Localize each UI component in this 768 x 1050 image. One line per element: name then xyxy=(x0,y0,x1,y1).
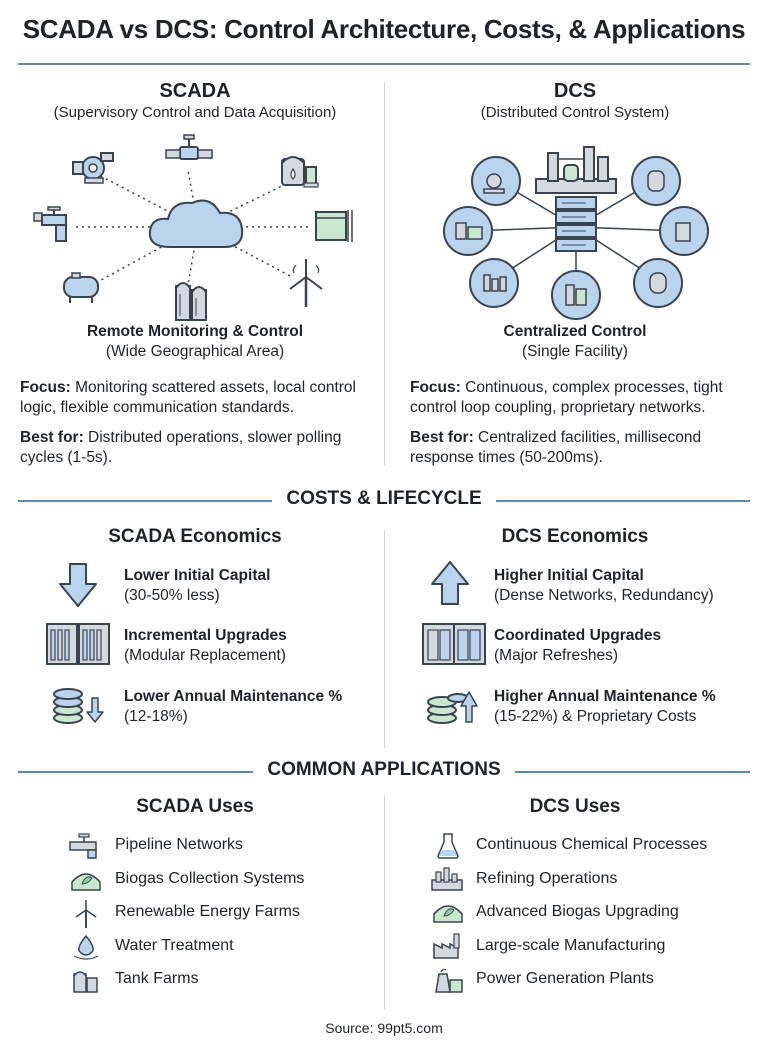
dcs-use-item: Advanced Biogas Upgrading xyxy=(476,903,679,920)
tank-icon xyxy=(72,968,100,992)
power-plant-icon xyxy=(432,966,464,992)
dcs-econ-item-2: Coordinated Upgrades (Major Refreshes) xyxy=(494,627,662,664)
silo-icon xyxy=(176,283,206,320)
arrow-up-icon xyxy=(430,560,470,606)
dcs-focus xyxy=(410,378,758,418)
storage-tank-icon xyxy=(282,157,318,187)
title-rule xyxy=(18,63,750,65)
column-divider-top xyxy=(384,82,385,466)
column-divider-applications xyxy=(384,795,385,1010)
dcs-econ-item-3: Higher Annual Maintenance % (15-22%) & Proprietary Costs xyxy=(494,688,716,725)
biogas-dome-icon xyxy=(70,868,102,892)
horizontal-tank-icon xyxy=(64,273,98,303)
scada-focus-label: Focus: xyxy=(20,379,71,396)
scada-caption-title: Remote Monitoring & Control xyxy=(86,323,304,340)
modular-rack-icon xyxy=(46,622,112,666)
cylinder-tank-icon xyxy=(316,210,352,242)
coin-stack-down-icon xyxy=(50,684,110,726)
scada-use-item: Renewable Energy Farms xyxy=(115,903,300,920)
refinery-icon xyxy=(536,147,616,193)
dcs-economics-heading: DCS Economics xyxy=(501,526,649,547)
scada-econ-item-1: Lower Initial Capital (30-50% less) xyxy=(124,567,271,604)
coin-stack-up-icon xyxy=(424,684,484,726)
factory-icon xyxy=(432,934,464,958)
dcs-use-item: Refining Operations xyxy=(476,870,618,887)
scada-use-item: Water Treatment xyxy=(115,937,234,954)
scada-best-for xyxy=(20,428,372,468)
costs-section-title: COSTS & LIFECYCLE xyxy=(272,488,495,509)
source-credit: Source: 99pt5.com xyxy=(325,1020,443,1036)
column-divider-costs xyxy=(384,530,385,748)
scada-best-text: Distributed operations, slower polling cycles (1-5s). xyxy=(20,429,342,466)
dcs-subheading: (Distributed Control System) xyxy=(480,104,670,121)
dcs-focus-label: Focus: xyxy=(410,379,461,396)
dcs-econ-item-1: Higher Initial Capital (Dense Networks, Redundancy) xyxy=(494,567,714,604)
dcs-use-item: Large-scale Manufacturing xyxy=(476,937,666,954)
dcs-caption-title: Centralized Control xyxy=(503,323,647,340)
applications-section-title: COMMON APPLICATIONS xyxy=(253,759,514,780)
dcs-uses-heading: DCS Uses xyxy=(529,796,621,817)
dcs-use-item: Continuous Chemical Processes xyxy=(476,836,708,853)
wind-turbine-icon xyxy=(72,900,100,928)
scada-caption-sub: (Wide Geographical Area) xyxy=(105,343,285,360)
server-rack-icon xyxy=(556,197,596,251)
pipeline-icon xyxy=(70,834,102,858)
scada-use-item: Biogas Collection Systems xyxy=(115,870,305,887)
scada-use-item: Pipeline Networks xyxy=(115,836,244,853)
dcs-best-text: Centralized facilities, millisecond response times (50-200ms). xyxy=(410,429,702,466)
scada-econ-item-3: Lower Annual Maintenance % (12-18%) xyxy=(124,688,343,725)
dcs-use-item: Power Generation Plants xyxy=(476,970,654,987)
scada-best-label: Best for: xyxy=(20,429,84,446)
scada-heading: SCADA xyxy=(159,80,231,102)
scada-use-item: Tank Farms xyxy=(115,970,199,987)
water-drop-icon xyxy=(72,934,100,960)
biogas-dome-icon xyxy=(432,900,464,924)
flask-icon xyxy=(436,832,460,860)
scada-econ-item-2: Incremental Upgrades (Modular Replacement) xyxy=(124,627,287,664)
dcs-best-for xyxy=(410,428,758,468)
faucet-icon xyxy=(34,207,66,241)
dcs-network-diagram xyxy=(440,135,710,325)
scada-focus xyxy=(20,378,372,418)
cloud-icon xyxy=(150,201,242,247)
wind-turbine-icon xyxy=(290,259,322,307)
scada-network-diagram xyxy=(20,135,370,325)
arrow-down-icon xyxy=(58,562,98,608)
dcs-best-label: Best for: xyxy=(410,429,474,446)
dcs-focus-text: Continuous, complex processes, tight control loop coupling, proprietary networks. xyxy=(410,379,723,416)
scada-focus-text: Monitoring scattered assets, local control logic, flexible communication standards. xyxy=(20,379,356,416)
dcs-heading: DCS xyxy=(553,80,597,102)
scada-uses-heading: SCADA Uses xyxy=(136,796,254,817)
server-rack-icon xyxy=(422,622,488,666)
page-title: SCADA vs DCS: Control Architecture, Costs, & Applications xyxy=(22,14,746,44)
scada-economics-heading: SCADA Economics xyxy=(108,526,282,547)
dcs-caption-sub: (Single Facility) xyxy=(522,343,628,360)
scada-subheading: (Supervisory Control and Data Acquisition) xyxy=(53,104,337,121)
refinery-icon xyxy=(432,866,464,890)
valve-icon xyxy=(166,135,212,159)
